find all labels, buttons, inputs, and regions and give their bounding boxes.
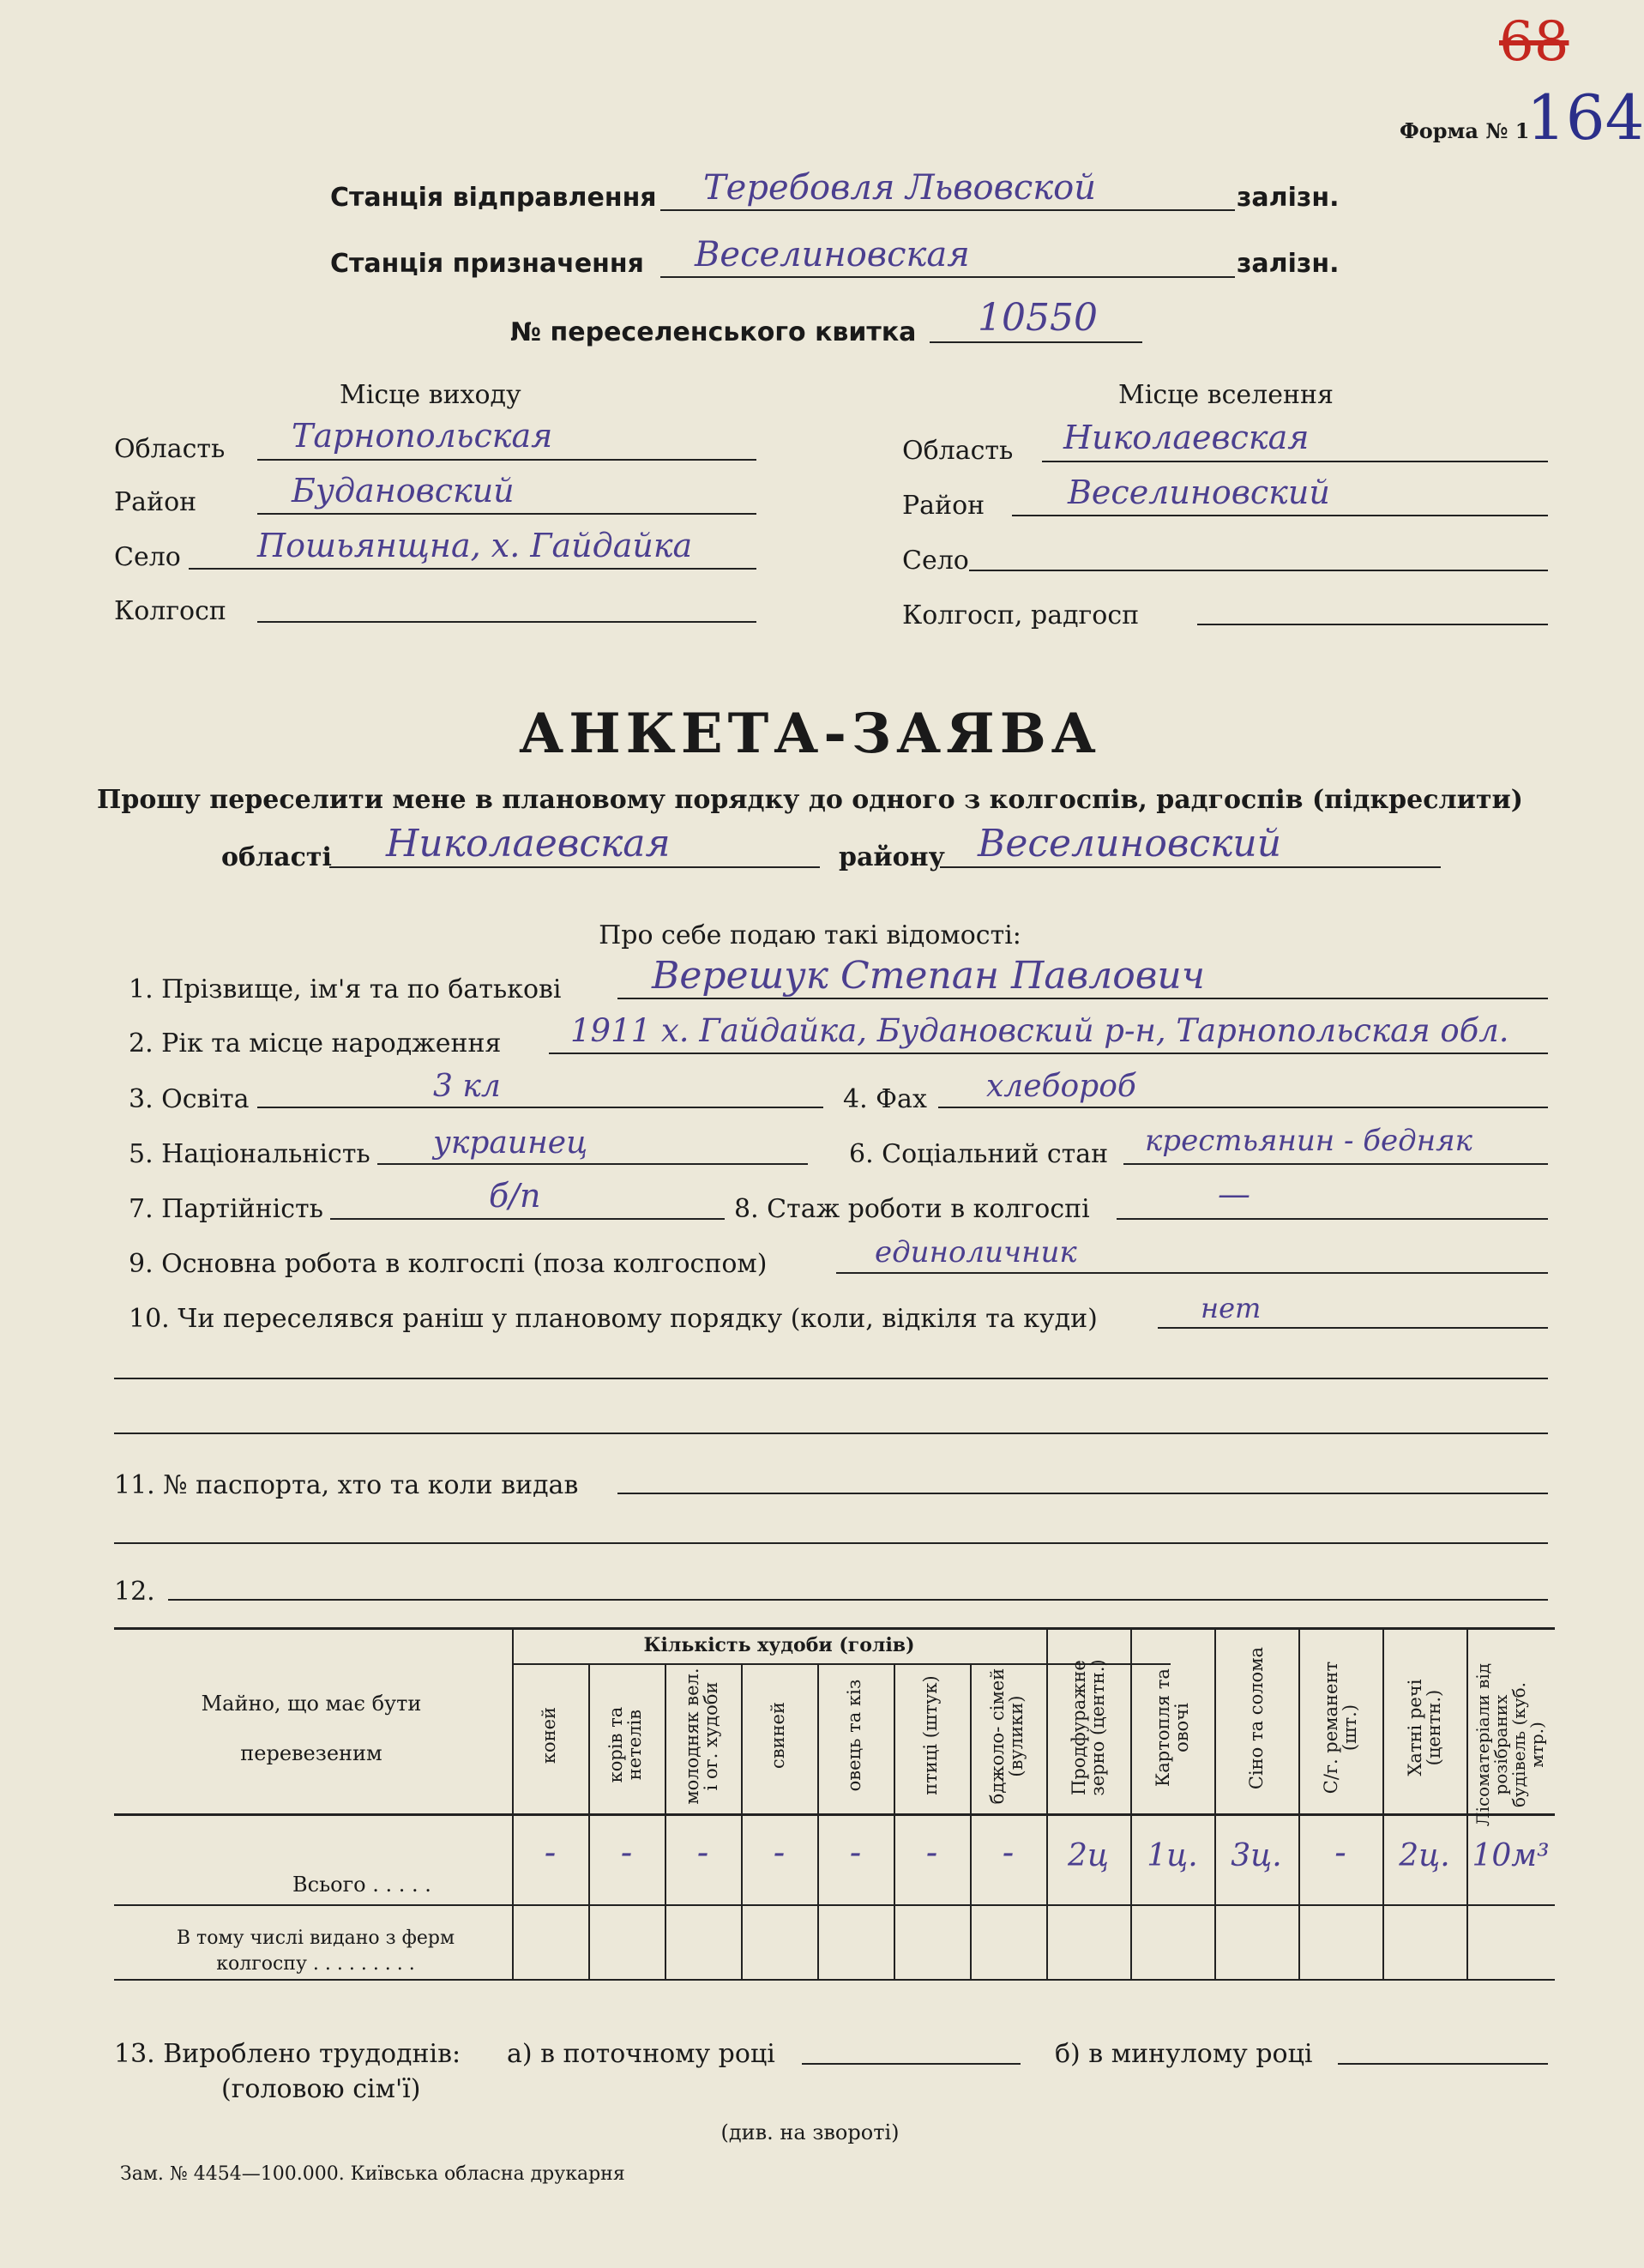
table-divider-col-4 <box>741 1663 743 1981</box>
total-horses: - <box>544 1833 557 1873</box>
about-intro: Про себе подаю такі відомості: <box>599 920 1021 950</box>
table-bottom-rule <box>114 1979 1555 1981</box>
q7-value: б/п <box>489 1177 541 1215</box>
dest-oblast-value: Николаевская <box>1063 419 1310 456</box>
col-poultry: птиці (штук) <box>919 1675 941 1795</box>
workdays-a-line <box>802 2063 1021 2065</box>
q8-line <box>1117 1218 1548 1220</box>
ticket-value: 10550 <box>978 296 1098 340</box>
col-sheep-goats: овець та кіз <box>843 1679 864 1792</box>
print-info: Зам. № 4454—100.000. Київська обласна друкарня <box>120 2163 625 2185</box>
q5-line <box>377 1163 808 1165</box>
dest-oblast-line <box>1042 461 1548 462</box>
total-beehives: - <box>1002 1833 1015 1873</box>
q1-label: 1. Прізвище, ім'я та по батькові <box>129 974 562 1004</box>
dest-kolhosp-label: Колгосп, радгосп <box>902 600 1140 630</box>
table-divider-property <box>512 1627 514 1981</box>
workdays-a-label: а) в поточному році <box>507 2039 775 2069</box>
table-top-rule <box>114 1627 1555 1630</box>
dest-station-line <box>660 276 1235 278</box>
q11-label: 11. № паспорта, хто та коли видав <box>114 1470 579 1500</box>
q4-line <box>938 1107 1548 1108</box>
total-potatoes: 1ц. <box>1147 1838 1198 1873</box>
q8-label: 8. Стаж роботи в колгоспі <box>734 1194 1090 1224</box>
origin-title: Місце виходу <box>340 380 521 410</box>
crossed-archive-number: 68 <box>1499 10 1569 74</box>
table-divider-col-9 <box>1130 1627 1132 1981</box>
q9-label: 9. Основна робота в колгоспі (поза колгоспом) <box>129 1249 768 1279</box>
table-divider-col-11 <box>1298 1627 1300 1981</box>
dest-station-value: Веселиновская <box>695 235 970 274</box>
dest-raion-line <box>1012 515 1548 516</box>
total-pigs: - <box>773 1833 786 1873</box>
total-grain: 2ц <box>1067 1838 1110 1873</box>
q6-label: 6. Соціальний стан <box>849 1139 1109 1169</box>
table-divider-col-13 <box>1466 1627 1468 1981</box>
total-household: 2ц. <box>1399 1838 1450 1873</box>
destination-title: Місце вселення <box>1118 380 1334 410</box>
total-poultry: - <box>925 1833 938 1873</box>
dest-selo-line <box>969 570 1548 571</box>
workdays-sub-label: (головою сім'ї) <box>221 2074 421 2104</box>
table-divider-col-10 <box>1214 1627 1216 1981</box>
q10-label: 10. Чи переселявся раніш у плановому порядку (коли, відкіля та куди) <box>129 1304 1098 1334</box>
workdays-b-line <box>1338 2063 1548 2065</box>
q4-value: хлебороб <box>986 1069 1136 1104</box>
col-implements: С/г. реманент (шт.) <box>1320 1661 1360 1794</box>
request-oblast-value: Николаевская <box>386 822 671 866</box>
q5-label: 5. Національність <box>129 1139 370 1169</box>
row-total-label: Всього . . . . . <box>292 1873 431 1897</box>
workdays-b-label: б) в минулому році <box>1055 2039 1313 2069</box>
total-sheep-goats: - <box>849 1833 862 1873</box>
livestock-header: Кількість худоби (голів) <box>643 1634 915 1656</box>
request-raion-label: району <box>839 842 945 872</box>
table-divider-col-6 <box>894 1663 895 1981</box>
q9-value: единоличник <box>875 1235 1077 1270</box>
see-back-note: (див. на звороті) <box>720 2120 900 2144</box>
q6-line <box>1123 1163 1548 1165</box>
table-divider-col-8 <box>1046 1627 1048 1981</box>
q6-value: крестьянин - бедняк <box>1145 1124 1472 1158</box>
q3-value: 3 кл <box>433 1069 501 1104</box>
col-hay: Сіно та солома <box>1245 1646 1267 1790</box>
dep-station-suffix: залізн. <box>1237 183 1340 213</box>
property-header: Майно, що має бути перевезеним <box>201 1692 422 1765</box>
q7-label: 7. Партійність <box>129 1194 323 1224</box>
ticket-line <box>930 341 1142 343</box>
origin-oblast-value: Тарнопольская <box>292 417 553 455</box>
property-table <box>114 1627 1555 1981</box>
table-total-rule <box>114 1904 1555 1906</box>
origin-raion-label: Район <box>114 487 197 517</box>
origin-oblast-line <box>257 459 756 461</box>
col-beehives: бджоло- сімей (вулики) <box>986 1668 1027 1805</box>
total-implements: - <box>1334 1833 1346 1873</box>
q7-line <box>330 1218 725 1220</box>
dep-station-line <box>660 209 1235 211</box>
col-potatoes: Картопля та овочі <box>1152 1668 1192 1787</box>
request-oblast-label: області <box>221 842 332 872</box>
table-header-bottom-rule <box>114 1813 1555 1816</box>
total-cows: - <box>620 1833 633 1873</box>
dep-station-label: Станція відправлення <box>330 183 657 213</box>
col-horses: коней <box>538 1706 559 1764</box>
q10-line <box>1158 1327 1548 1329</box>
dest-oblast-label: Область <box>902 436 1014 466</box>
origin-kolhosp-line <box>257 621 756 623</box>
table-divider-col-5 <box>817 1663 819 1981</box>
dest-station-label: Станція призначення <box>330 249 644 279</box>
origin-selo-value: Пошьянщна, х. Гайдайка <box>257 527 693 564</box>
dest-kolhosp-line <box>1197 624 1548 625</box>
q11-line-2 <box>114 1542 1548 1544</box>
origin-selo-line <box>189 568 756 570</box>
col-timber: Лісоматеріали від розібраних будівель (куб. мтр.) <box>1472 1662 1547 1827</box>
q3-label: 3. Освіта <box>129 1084 250 1114</box>
q2-value: 1911 х. Гайдайка, Будановский р-н, Тарнопольская обл. <box>570 1012 1509 1049</box>
table-divider-col-12 <box>1382 1627 1384 1981</box>
form-title: АНКЕТА-ЗАЯВА <box>519 702 1101 766</box>
dep-station-value: Теребовля Львовской <box>703 168 1097 208</box>
q1-line <box>617 998 1548 999</box>
dest-raion-value: Веселиновский <box>1068 474 1330 511</box>
dest-selo-label: Село <box>902 546 969 576</box>
origin-kolhosp-label: Колгосп <box>114 596 226 626</box>
origin-oblast-label: Область <box>114 434 226 464</box>
q12-line <box>168 1599 1548 1601</box>
form-number-label: Форма № 1 <box>1400 118 1530 143</box>
q1-value: Верешук Степан Павлович <box>652 954 1206 998</box>
q12-label: 12. <box>114 1577 155 1607</box>
total-young-cattle: - <box>696 1833 709 1873</box>
q10-value: нет <box>1201 1292 1262 1324</box>
origin-selo-label: Село <box>114 542 181 572</box>
q2-line <box>549 1053 1548 1054</box>
request-raion-line <box>940 866 1441 868</box>
col-grain: Продфуражне зерно (центн.) <box>1068 1659 1108 1796</box>
q9-line <box>836 1272 1548 1274</box>
q11-line <box>617 1493 1548 1494</box>
archive-number: 164 <box>1527 81 1644 154</box>
q3-line <box>257 1107 823 1108</box>
origin-raion-value: Будановский <box>292 472 515 510</box>
workdays-label: 13. Вироблено трудоднів: <box>114 2039 461 2069</box>
q8-value: — <box>1218 1175 1250 1213</box>
total-timber: 10м³ <box>1472 1838 1550 1873</box>
dest-raion-label: Район <box>902 491 985 521</box>
col-cows: корів та нетелів <box>605 1706 645 1783</box>
dest-station-suffix: залізн. <box>1237 249 1340 279</box>
q10-line-3 <box>114 1433 1548 1434</box>
col-household: Хатні речі (центн.) <box>1404 1679 1444 1776</box>
col-young-cattle: молодняк вел. і ог. худоби <box>681 1668 721 1805</box>
request-raion-value: Веселиновский <box>978 822 1282 866</box>
origin-raion-line <box>257 513 756 515</box>
col-pigs: свиней <box>767 1702 788 1770</box>
q10-line-2 <box>114 1378 1548 1379</box>
ticket-label: № переселенського квитка <box>510 317 917 347</box>
q5-value: украинец <box>433 1125 588 1161</box>
table-divider-col-3 <box>665 1663 666 1981</box>
q4-label: 4. Фах <box>843 1084 927 1114</box>
request-text: Прошу переселити мене в плановому порядку до одного з колгоспів, радгоспів (підкреслити) <box>97 785 1523 815</box>
request-oblast-line <box>329 866 820 868</box>
total-hay: 3ц. <box>1231 1838 1282 1873</box>
table-divider-col-7 <box>970 1663 972 1981</box>
q2-label: 2. Рік та місце народження <box>129 1028 502 1059</box>
row-farm-label: В тому числі видано з ферм колгоспу . . . . . . . . . <box>176 1927 455 1975</box>
table-divider-col-2 <box>588 1663 590 1981</box>
